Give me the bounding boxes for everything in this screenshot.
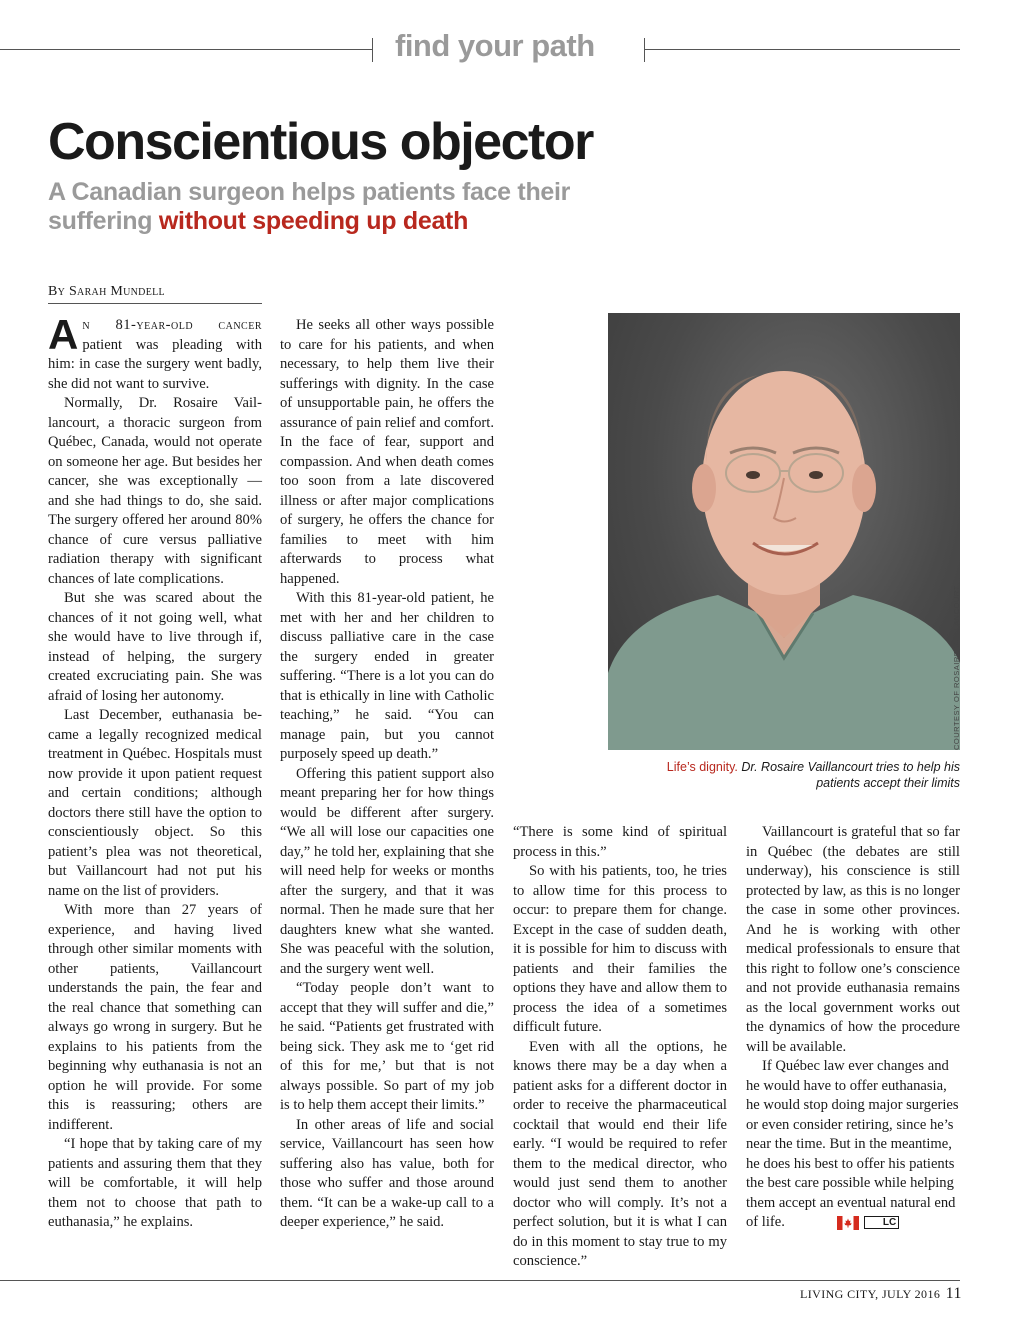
body-paragraph: Normally, Dr. Rosaire Vaillancourt, a thoracic surgeon from Québec, Canada, would not operate on someone her age. But besides her cancer, she was exceptionally — and she had things to do, she said. The surgery offered her around 80% chance of cure versus palliative radiation therapy with significant chances of late complications. bbox=[48, 395, 262, 587]
body-paragraph: In other areas of life and social service, Vaillancourt has seen how suffering also has value, both for those who suffer and those around them. “It can be a wake-up call to a deeper experience,” he said. bbox=[280, 1116, 494, 1230]
caption-lead: Life’s dignity. bbox=[666, 760, 738, 774]
photo-caption bbox=[640, 759, 960, 791]
headline: Conscientious objector bbox=[48, 113, 593, 171]
caption-text: Dr. Rosaire Vaillancourt tries to help his patients accept their limits bbox=[737, 760, 960, 790]
body-paragraph: Last December, euthanasia became a legally recognized medical treatment in Québec. Hospitals must now provide it upon patient request and certain conditions; although doctors there still have the option to conscientiously object. So this patient’s plea was not theoretical, but Vaillancourt had not put his name on the list of providers. bbox=[48, 707, 262, 899]
end-marks bbox=[821, 1213, 899, 1233]
article-column-3 bbox=[513, 823, 727, 1272]
page-number: 11 bbox=[945, 1285, 962, 1302]
body-paragraph: With this 81-year-old patient, he met with her and her children to discuss palliative care in the case the surgery ended in greater suffering. “There is a lot you can do that is ethically in line with Catholic teaching,” he said. “You can manage pain, but you cannot purposely speed up death.” bbox=[280, 590, 494, 762]
body-paragraph: “I hope that by taking care of my patients and assuring them that they will be comfortable, it will help them not to choose that path to euthanasia,” he explains. bbox=[48, 1136, 262, 1230]
footer-rule bbox=[0, 1280, 960, 1281]
byline-author: Sarah Mundell bbox=[68, 284, 165, 299]
portrait-illustration bbox=[608, 313, 960, 750]
portrait-photo bbox=[608, 313, 960, 750]
lead-rest: patient was pleading with him: in case the surgery went badly, she did not want to survive. bbox=[48, 336, 262, 392]
article-column-2 bbox=[280, 316, 494, 1233]
deck-accent-text: without speeding up death bbox=[158, 207, 469, 235]
article-column-1 bbox=[48, 311, 262, 1233]
body-paragraph: Offering this patient support also meant preparing her for how things would be different after surgery. “We all will lose our capacities one day,” he told her, explaining that she will need help for weeks or months after the surgery, and that it was normal. Then he made sure that her daughters knew what she wanted. She was peaceful with the solution, and the surgery went well. bbox=[280, 765, 494, 977]
end-mark-logo: LC bbox=[864, 1216, 899, 1229]
lead-smallcaps: n 81-year-old cancer bbox=[82, 317, 262, 333]
page-footer bbox=[800, 1285, 960, 1303]
body-paragraph: But she was scared about the chances of it not going well, what she would have to live through if, instead of helping, the surgery created excruciating pain. She was afraid of losing her autonomy. bbox=[48, 590, 262, 704]
body-paragraph: Vaillancourt is grateful that so far in Québec (the debates are still underway), his conscience is still protected by law, as this is no longer the case in some other provinces. And he is working with other medical professionals to ensure that this right to follow one’s conscience and not provide euthanasia remains as the local government works out the dynamics of how the procedure will be available. bbox=[746, 824, 960, 1055]
header-rule-tick-left bbox=[372, 38, 373, 62]
byline-prefix: By bbox=[48, 284, 69, 299]
body-paragraph: With more than 27 years of experience, and having lived through other similar moments with other patients, Vaillancourt understands the pain, the fear and the real chance that something can always go wrong in surgery. But he explains to his patients from the beginning why euthanasia is not an option he will provide. For some this is reassuring; others are indifferent. bbox=[48, 902, 262, 1133]
canada-flag-icon bbox=[837, 1216, 859, 1230]
photo-credit: COURTESY OF ROSAIRE VAILLANCOURT bbox=[952, 585, 961, 750]
drop-cap: A bbox=[48, 311, 79, 358]
header-rule-tick-right bbox=[644, 38, 645, 62]
article-column-4 bbox=[746, 823, 960, 1233]
body-paragraph: “There is some kind of spiritual process in this.” bbox=[513, 824, 727, 860]
body-paragraph: So with his patients, too, he tries to allow time for this process to occur: to prepare them for change. Except in the case of sudden death, it is possible for him to discuss with patients and their families the options they have and allow them to process the idea of a sometimes difficult future. bbox=[513, 863, 727, 1035]
lead-paragraph bbox=[48, 311, 262, 394]
body-paragraph: “Today people don’t want to accept that they will suffer and die,” he said. “Patients get frustrated with being sick. They ask me to ‘get rid of this for me,’ but that is not always possible. So part of my job is to help them accept their limits.” bbox=[280, 980, 494, 1113]
deck bbox=[48, 178, 648, 236]
final-paragraph-text: If Québec law ever changes and he would have to offer euthanasia, he would stop doing major surgeries or even consider retiring, since he’s near the time. But in the meantime, he does his best to offer his patients the best care possible while helping them accept an eventual natural end of life. bbox=[746, 1058, 959, 1231]
body-paragraph-final bbox=[746, 1057, 960, 1233]
section-label: find your path bbox=[395, 28, 595, 63]
byline bbox=[48, 284, 262, 304]
header-rule-right bbox=[644, 49, 960, 50]
publication-info: LIVING CITY, JULY 2016 bbox=[800, 1287, 941, 1301]
header-rule-left bbox=[0, 49, 372, 50]
body-paragraph: He seeks all other ways possible to care for his patients, and when necessary, to help them live their sufferings with dignity. In the case of unsupportable pain, he offers the assurance of pain relief and comfort. In the face of fear, support and compassion. And when death comes too soon from a late discovered illness or after major complications of surgery, he offers the chance for families to meet with him afterwards to process what happened. bbox=[280, 317, 494, 587]
deck-text: A Canadian surgeon helps patients face their suffering bbox=[48, 178, 571, 235]
body-paragraph: Even with all the options, he knows there may be a day when a patient asks for a different doctor in order to receive the pharmaceutical cocktail that would end their life early. “I would be required to refer them to the medical director, who would just send them to another doctor who will comply. It’s not a perfect solution, but it is what I can do in this moment to stay true to my conscience.” bbox=[513, 1038, 727, 1269]
